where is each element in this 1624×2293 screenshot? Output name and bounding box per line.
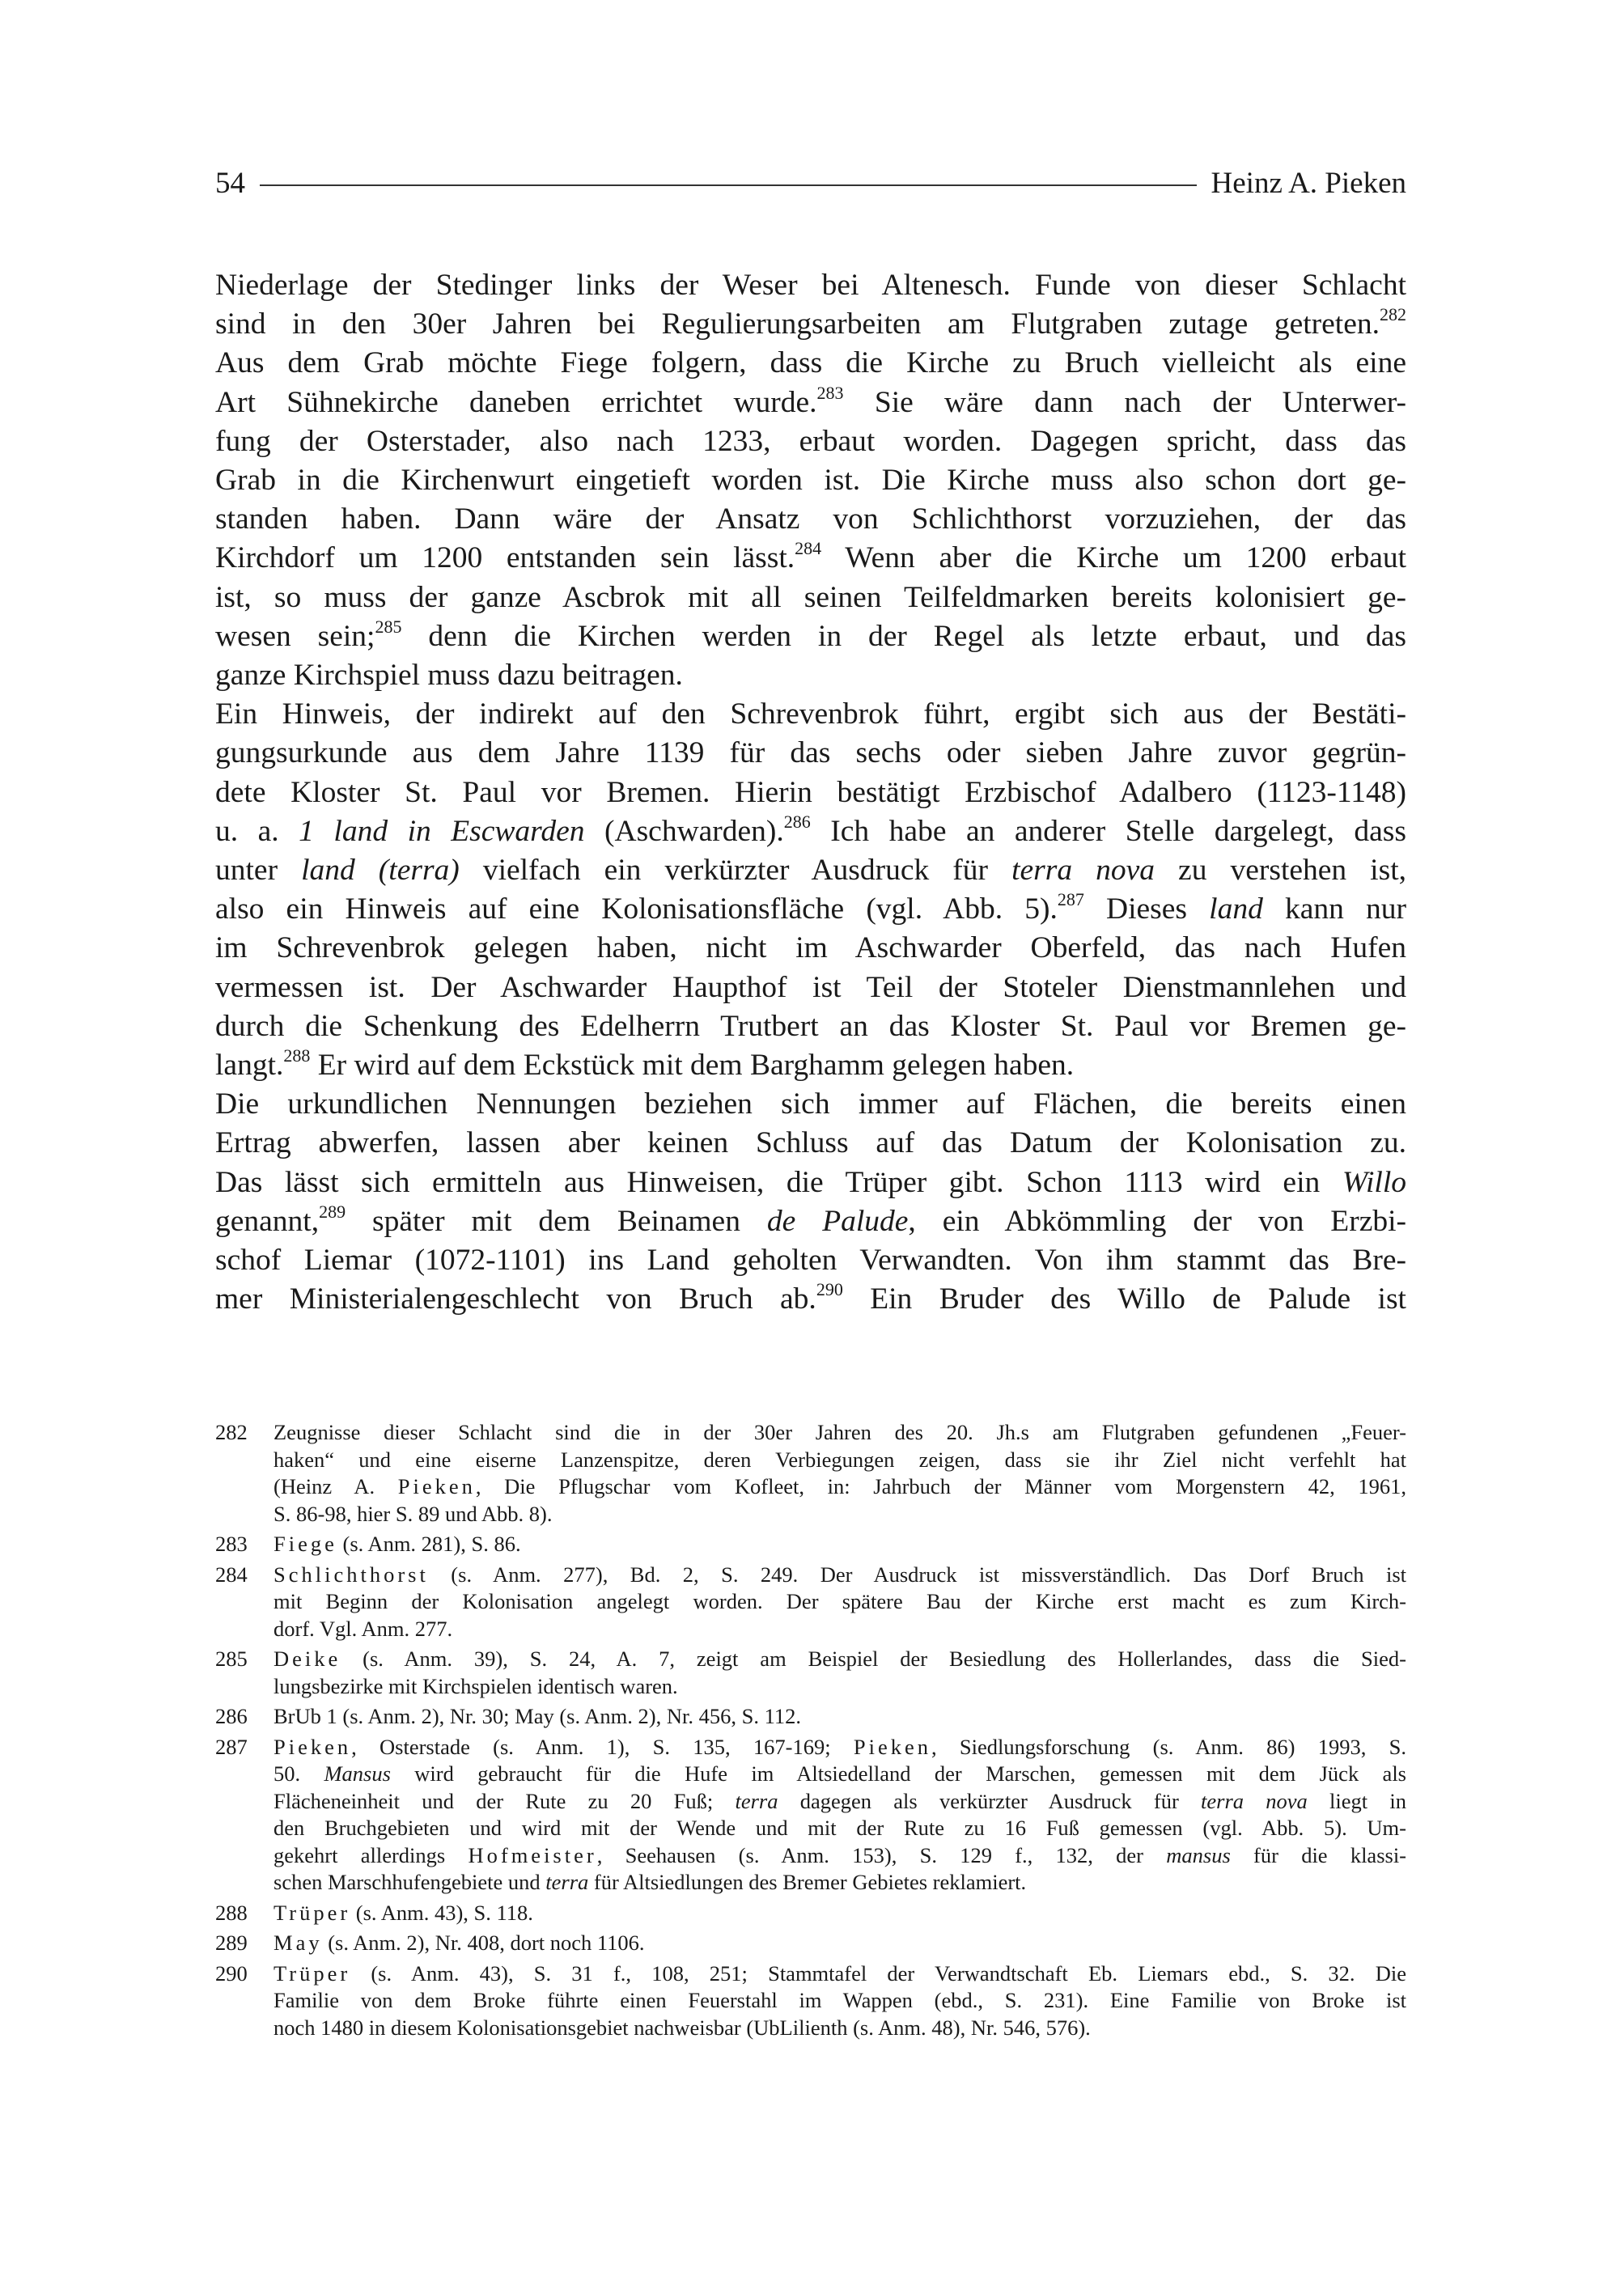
footnote-number: 283 [215, 1532, 248, 1556]
text-line: Ein Hinweis, der indirekt auf den Schrevenbrok führt, ergibt sich aus der Bestäti- [215, 697, 1406, 731]
footnote-number: 290 [215, 1960, 248, 1986]
footnote-285 [215, 1646, 1406, 1700]
footnote-text: Pieken, Osterstade (s. Anm. 1), S. 135, 167-169; Pieken, Siedlungsforschung (s. Anm. 86) 1993, S. 50. Mansus wird gebraucht für die Hufe im Altsiedelland der Marschen, gemessen mit dem Jück als Flächeneinheit und der Rute zu 20 Fuß; terra dagegen als verkürzter Ausdruck für terra nova liegt in den Bruchgebieten und wird mit der Wende und mit der Rute zu 16 Fuß gemessen (vgl. Abb. 5). Um- gekehrt allerdings Hofmeister, Seehausen (s. Anm. 153), S. 129 f., 132, der mansus für die klassi- schen Marschhufengebiete und terra für Altsiedlungen des Bremer Gebietes reklamiert. [273, 1734, 1407, 1894]
text-line: standen haben. Dann wäre der Ansatz von Schlichthorst vorzuziehen, der das [215, 502, 1406, 536]
footnote-290 [215, 1960, 1406, 2042]
footnote-text: Trüper (s. Anm. 43), S. 31 f., 108, 251; Stammtafel der Verwandtschaft Eb. Liemars ebd., S. 32. Die Familie von dem Broke führte einen Feuerstahl im Wappen (ebd., S. 231). Eine Familie von Broke ist noch 1480 in diesem Kolonisationsgebiet nachweisbar (UbLilienth (s. Anm. 48), Nr. 546, 576). [273, 1960, 1406, 2040]
footnote-number: 284 [215, 1562, 248, 1587]
text-line: Ertrag abwerfen, lassen aber keinen Schluss auf das Datum der Kolonisation zu. [215, 1126, 1406, 1160]
text-line: ganze Kirchspiel muss dazu beitragen. [215, 659, 683, 693]
running-author: Heinz A. Pieken [1211, 167, 1406, 200]
text-line: Die urkundlichen Nennungen beziehen sich immer auf Flächen, die bereits einen [215, 1087, 1406, 1121]
text-line: im Schrevenbrok gelegen haben, nicht im Aschwarder Oberfeld, das nach Hufen [215, 931, 1406, 965]
footnote-ref-285[interactable]: 285 [375, 616, 402, 637]
footnote-text: Zeugnisse dieser Schlacht sind die in der 30er Jahren des 20. Jh.s am Flutgraben gefundenen „Feuer- haken“ und eine eiserne Lanzenspitze, deren Verbiegungen zeigen, dass sie ihr Ziel nicht verfehlt hat (Heinz A. Pieken, Die Pflugschar vom Kofleet, in: Jahrbuch der Männer vom Morgenstern 42, 1961, S. 86-98, hier S. 89 und Abb. 8). [273, 1420, 1406, 1526]
footnote-text: May (s. Anm. 2), Nr. 408, dort noch 1106. [273, 1931, 645, 1955]
text-line: Aus dem Grab möchte Fiege folgern, dass die Kirche zu Bruch vielleicht als eine [215, 346, 1406, 380]
text-line: also ein Hinweis auf eine Kolonisationsfläche (vgl. Abb. 5).$^{287}$ Dieses land kann nur [215, 889, 1406, 926]
footnote-text: Trüper (s. Anm. 43), S. 118. [273, 1900, 533, 1925]
footnote-287 [215, 1734, 1406, 1897]
text-line: genannt,$^{289}$ später mit dem Beinamen de Palude, ein Abkömmling der von Erzbi- [215, 1201, 1407, 1238]
text-line: mer Ministerialengeschlecht von Bruch ab.$^{290}$ Ein Bruder des Willo de Palude ist [215, 1279, 1406, 1316]
text-line: langt.$^{288}$ Er wird auf dem Eckstück mit dem Barghamm gelegen haben. [215, 1045, 1075, 1083]
text-line: gungsurkunde aus dem Jahre 1139 für das sechs oder sieben Jahre zuvor gegrün- [215, 736, 1406, 770]
text-line: Kirchdorf um 1200 entstanden sein lässt.$^{284}$ Wenn aber die Kirche um 1200 erbaut [215, 538, 1407, 575]
footnote-text: Schlichthorst (s. Anm. 277), Bd. 2, S. 249. Der Ausdruck ist missverständlich. Das Dorf Bruch ist mit Beginn der Kolonisation angelegt worden. Der spätere Bau der Kirche erst macht es zum Kirch- dorf. Vgl. Anm. 277. [273, 1562, 1406, 1641]
footnote-number: 286 [215, 1704, 248, 1728]
text-line: ist, so muss der ganze Ascbrok mit all seinen Teilfeldmarken bereits kolonisiert ge- [215, 580, 1406, 614]
text-line: wesen sein;$^{285}$ denn die Kirchen werden in der Regel als letzte erbaut, und das [215, 616, 1407, 653]
footnote-ref-286[interactable]: 286 [783, 811, 811, 832]
paragraph-1 [215, 266, 1406, 695]
text-line: dete Kloster St. Paul vor Bremen. Hierin bestätigt Erzbischof Adalbero (1123-1148) [215, 775, 1406, 809]
footnote-282 [215, 1419, 1406, 1528]
text-line: Grab in die Kirchenwurt eingetieft worden ist. Die Kirche muss also schon dort ge- [215, 464, 1406, 498]
footnote-ref-284[interactable]: 284 [795, 538, 822, 559]
footnote-number: 282 [215, 1420, 248, 1444]
text-line: Art Sühnekirche daneben errichtet wurde.$^{283}$ Sie wäre dann nach der Unterwer- [215, 382, 1406, 419]
text-line: fung der Osterstader, also nach 1233, erbaut worden. Dagegen spricht, dass das [215, 424, 1406, 458]
footnote-text: BrUb 1 (s. Anm. 2), Nr. 30; May (s. Anm. 2), Nr. 456, S. 112. [273, 1704, 801, 1728]
page-number: 54 [215, 167, 245, 200]
footnote-text: Fiege (s. Anm. 281), S. 86. [273, 1532, 521, 1556]
footnotes-section [215, 1419, 1406, 2045]
header-rule [260, 184, 1197, 186]
text-line: vermessen ist. Der Aschwarder Haupthof ist Teil der Stoteler Dienstmannlehen und [215, 970, 1406, 1004]
text-line: Das lässt sich ermitteln aus Hinweisen, die Trüper gibt. Schon 1113 wird ein Willo [215, 1165, 1406, 1199]
footnote-number: 288 [215, 1900, 248, 1925]
text-line: unter land (terra) vielfach ein verkürzter Ausdruck für terra nova zu verstehen ist, [215, 854, 1406, 888]
footnote-ref-287[interactable]: 287 [1057, 889, 1084, 910]
footnote-text: Deike (s. Anm. 39), S. 24, A. 7, zeigt am Beispiel der Besiedlung des Hollerlandes, dass die Sied- lungsbezirke mit Kirchspielen identisch waren. [273, 1647, 1406, 1698]
footnote-ref-282[interactable]: 282 [1380, 304, 1406, 325]
footnote-number: 289 [215, 1931, 248, 1955]
footnote-number: 287 [215, 1734, 248, 1759]
paragraph-3 [215, 1085, 1406, 1319]
footnote-283 [215, 1531, 1406, 1558]
footnote-288 [215, 1900, 1406, 1927]
running-header [215, 166, 1406, 201]
text-line: Niederlage der Stedinger links der Weser bei Altenesch. Funde von dieser Schlacht [215, 269, 1406, 302]
footnote-284 [215, 1562, 1406, 1643]
text-line: u. a. 1 land in Escwarden (Aschwarden).$^{286}$ Ich habe an anderer Stelle dargelegt, dass [215, 811, 1406, 848]
footnote-ref-288[interactable]: 288 [283, 1045, 311, 1066]
text-line: schof Liemar (1072-1101) ins Land geholten Verwandten. Von ihm stammt das Bre- [215, 1244, 1406, 1278]
footnote-286 [215, 1703, 1406, 1731]
text-line: durch die Schenkung des Edelherrn Trutbert an das Kloster St. Paul vor Bremen ge- [215, 1009, 1406, 1043]
footnote-number: 285 [215, 1647, 248, 1671]
footnote-289 [215, 1930, 1406, 1957]
text-line: sind in den 30er Jahren bei Regulierungsarbeiten am Flutgraben zutage getreten.$^{282}$ [215, 304, 1406, 341]
footnote-ref-289[interactable]: 289 [319, 1201, 346, 1222]
paragraph-2 [215, 695, 1406, 1085]
footnote-ref-290[interactable]: 290 [816, 1279, 843, 1300]
main-text [215, 266, 1406, 1319]
footnote-ref-283[interactable]: 283 [816, 382, 844, 403]
